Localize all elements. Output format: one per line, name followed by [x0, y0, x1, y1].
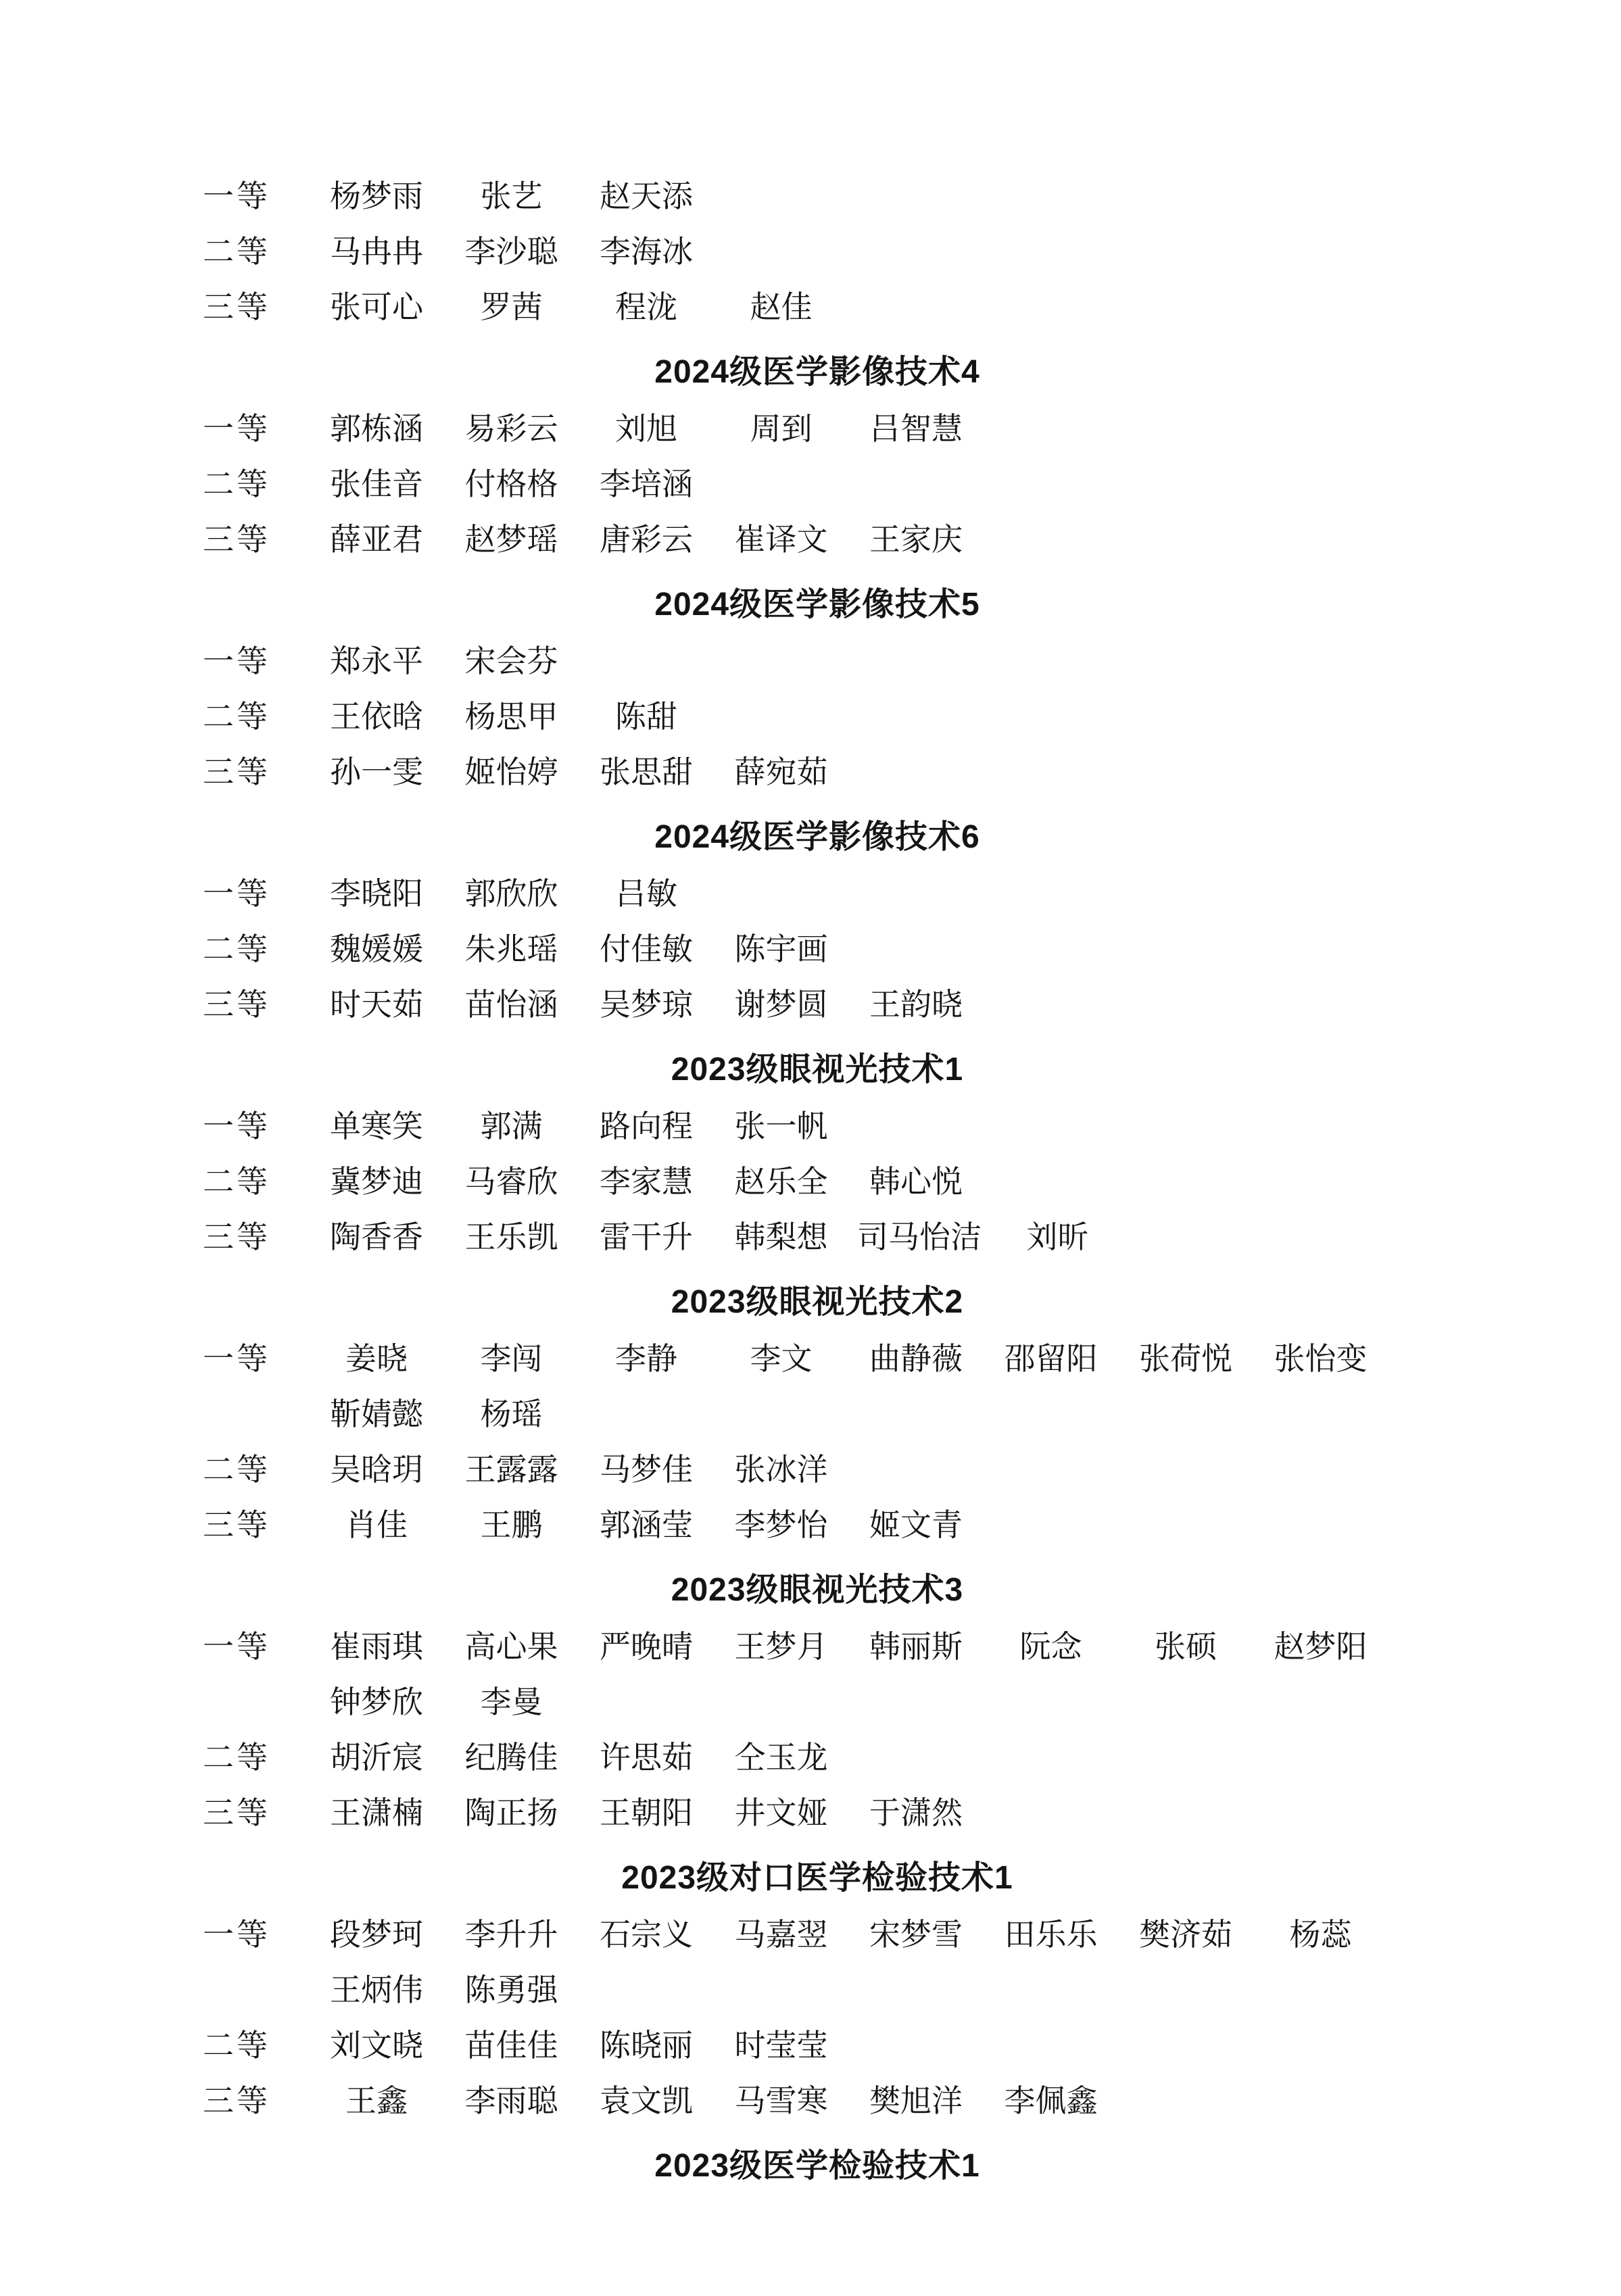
award-section — [203, 818, 1432, 1033]
section-rows — [203, 866, 1432, 1033]
student-name: 李闯 — [480, 1342, 543, 1376]
student-name: 樊旭洋 — [869, 2084, 963, 2118]
student-name: 张怡变 — [1274, 1342, 1368, 1376]
student-name: 曲静薇 — [869, 1342, 963, 1376]
name-list — [318, 1154, 1432, 1210]
name-list — [318, 977, 1432, 1033]
student-name: 吴梦琼 — [600, 987, 693, 1022]
student-name: 苗怡涵 — [464, 987, 558, 1022]
student-name: 吕智慧 — [869, 412, 963, 446]
student-name: 郑永平 — [330, 644, 423, 679]
section-title: 2023级眼视光技术3 — [671, 1572, 964, 1608]
rank-row — [203, 512, 1432, 568]
name-list — [318, 1907, 1432, 2018]
student-name: 李静 — [615, 1342, 677, 1376]
student-name: 肖佳 — [345, 1508, 408, 1542]
rank-row — [203, 1730, 1432, 1786]
rank-row — [203, 1619, 1432, 1730]
student-name: 马睿欣 — [464, 1165, 558, 1199]
name-list — [318, 401, 1432, 457]
rank-label: 二等 — [203, 1740, 270, 1775]
student-name: 马梦佳 — [600, 1452, 693, 1487]
award-section — [203, 169, 1432, 335]
rank-label: 一等 — [203, 1109, 270, 1144]
section-title: 2023级医学检验技术1 — [654, 2148, 980, 2184]
student-name: 王乐凯 — [464, 1220, 558, 1254]
rank-label: 三等 — [203, 1796, 270, 1830]
rank-label: 二等 — [203, 235, 270, 269]
student-name: 王炳伟 — [330, 1973, 423, 2007]
student-name: 姜晓 — [345, 1342, 408, 1376]
section-title: 2024级医学影像技术4 — [654, 354, 980, 390]
rank-label: 二等 — [203, 1452, 270, 1487]
section-rows — [203, 169, 1432, 335]
name-list — [318, 1619, 1432, 1730]
student-name: 姬文青 — [869, 1508, 963, 1542]
student-name: 付佳敏 — [600, 932, 693, 967]
student-name: 张思甜 — [600, 755, 693, 789]
student-name: 李文 — [750, 1342, 813, 1376]
rank-row — [203, 922, 1432, 977]
student-name: 邵留阳 — [1004, 1342, 1098, 1376]
name-list — [318, 634, 1432, 689]
rank-row — [203, 1210, 1432, 1265]
student-name: 仝玉龙 — [734, 1740, 828, 1775]
name-list — [318, 2018, 1432, 2074]
award-section — [203, 1571, 1432, 1841]
rank-row — [203, 401, 1432, 457]
student-name: 韩心悦 — [869, 1165, 963, 1199]
name-list — [318, 512, 1432, 568]
student-name: 李培涵 — [600, 467, 693, 502]
section-rows — [203, 1099, 1432, 1265]
student-name: 郭欣欣 — [464, 877, 558, 911]
rank-row — [203, 1498, 1432, 1553]
student-name: 阮念 — [1019, 1630, 1082, 1664]
student-name: 许思茹 — [600, 1740, 693, 1775]
rank-row — [203, 1099, 1432, 1154]
student-name: 魏媛媛 — [330, 932, 423, 967]
student-name: 王潇楠 — [330, 1796, 423, 1830]
award-section — [203, 2147, 1432, 2186]
student-name: 杨思甲 — [464, 700, 558, 734]
student-name: 李晓阳 — [330, 877, 423, 911]
name-list — [318, 922, 1432, 977]
section-rows — [203, 1619, 1432, 1841]
student-name: 赵梦阳 — [1274, 1630, 1368, 1664]
rank-row — [203, 169, 1432, 224]
name-list — [318, 457, 1432, 512]
name-list — [318, 689, 1432, 745]
student-name: 孙一雯 — [330, 755, 423, 789]
rank-label: 一等 — [203, 1342, 270, 1376]
student-name: 单寒笑 — [330, 1109, 423, 1144]
name-list — [318, 1210, 1432, 1265]
student-name: 刘昕 — [1026, 1220, 1089, 1254]
rank-row — [203, 634, 1432, 689]
student-name: 唐彩云 — [600, 522, 693, 557]
rank-label: 二等 — [203, 2028, 270, 2063]
student-name: 杨蕊 — [1289, 1918, 1352, 1952]
section-title: 2024级医学影像技术6 — [654, 819, 980, 855]
student-name: 郭栋涵 — [330, 412, 423, 446]
rank-label: 一等 — [203, 412, 270, 446]
name-list — [318, 1442, 1432, 1498]
student-name: 杨瑶 — [480, 1397, 543, 1432]
award-section — [203, 1283, 1432, 1553]
award-section — [203, 585, 1432, 800]
student-name: 宋梦雪 — [869, 1918, 963, 1952]
rank-row — [203, 280, 1432, 335]
award-section — [203, 353, 1432, 568]
student-name: 赵乐全 — [734, 1165, 828, 1199]
student-name: 王韵晓 — [869, 987, 963, 1022]
student-name: 李升升 — [464, 1918, 558, 1952]
section-rows — [203, 401, 1432, 568]
student-name: 李雨聪 — [464, 2084, 558, 2118]
section-title: 2023级眼视光技术1 — [671, 1052, 964, 1088]
student-name: 于潇然 — [869, 1796, 963, 1830]
student-name: 张冰洋 — [734, 1452, 828, 1487]
student-name: 雷干升 — [600, 1220, 693, 1254]
student-name: 王梦月 — [734, 1630, 828, 1664]
student-name: 李梦怡 — [734, 1508, 828, 1542]
student-name: 刘旭 — [615, 412, 677, 446]
section-title: 2023级对口医学检验技术1 — [621, 1860, 1013, 1896]
student-name: 胡沂宸 — [330, 1740, 423, 1775]
student-name: 韩丽斯 — [869, 1630, 963, 1664]
student-name: 王朝阳 — [600, 1796, 693, 1830]
rank-label: 一等 — [203, 179, 270, 214]
rank-row — [203, 1786, 1432, 1841]
student-name: 张一帆 — [734, 1109, 828, 1144]
student-name: 薛宛茹 — [734, 755, 828, 789]
rank-row — [203, 457, 1432, 512]
student-name: 段梦珂 — [330, 1918, 423, 1952]
student-name: 冀梦迪 — [330, 1165, 423, 1199]
student-name: 袁文凯 — [600, 2084, 693, 2118]
student-name: 赵天添 — [600, 179, 693, 214]
student-name: 李海冰 — [600, 235, 693, 269]
student-name: 崔雨琪 — [330, 1630, 423, 1664]
student-name: 赵梦瑶 — [464, 522, 558, 557]
rank-label: 三等 — [203, 987, 270, 1022]
student-name: 周到 — [750, 412, 813, 446]
student-name: 石宗义 — [600, 1918, 693, 1952]
rank-label: 三等 — [203, 2084, 270, 2118]
name-list — [318, 1099, 1432, 1154]
rank-row — [203, 2074, 1432, 2129]
student-name: 靳婧懿 — [330, 1397, 423, 1432]
student-name: 陈宇画 — [734, 932, 828, 967]
student-name: 严晚晴 — [600, 1630, 693, 1664]
rank-row — [203, 1154, 1432, 1210]
student-name: 张艺 — [480, 179, 543, 214]
student-name: 吕敏 — [615, 877, 677, 911]
student-name: 张佳音 — [330, 467, 423, 502]
rank-row — [203, 1442, 1432, 1498]
rank-row — [203, 689, 1432, 745]
rank-row — [203, 1332, 1432, 1442]
student-name: 苗佳佳 — [464, 2028, 558, 2063]
name-list — [318, 2074, 1432, 2129]
rank-label: 一等 — [203, 1918, 270, 1952]
section-title: 2024级医学影像技术5 — [654, 587, 980, 622]
rank-row — [203, 1907, 1432, 2018]
student-name: 崔译文 — [734, 522, 828, 557]
student-name: 朱兆瑶 — [464, 932, 558, 967]
rank-row — [203, 745, 1432, 800]
student-name: 王鑫 — [345, 2084, 408, 2118]
student-name: 韩梨想 — [734, 1220, 828, 1254]
student-name: 马嘉翌 — [734, 1918, 828, 1952]
student-name: 陈勇强 — [464, 1973, 558, 2007]
rank-row — [203, 866, 1432, 922]
rank-label: 二等 — [203, 1165, 270, 1199]
name-list — [318, 280, 1432, 335]
student-name: 谢梦圆 — [734, 987, 828, 1022]
student-name: 杨梦雨 — [330, 179, 423, 214]
section-rows — [203, 1332, 1432, 1553]
student-name: 张硕 — [1155, 1630, 1217, 1664]
student-name: 郭满 — [480, 1109, 543, 1144]
rank-label: 三等 — [203, 1220, 270, 1254]
student-name: 张荷悦 — [1139, 1342, 1232, 1376]
name-list — [318, 1730, 1432, 1786]
student-name: 李沙聪 — [464, 235, 558, 269]
student-name: 罗茜 — [480, 290, 543, 324]
student-name: 姬怡婷 — [464, 755, 558, 789]
name-list — [318, 224, 1432, 280]
rank-label: 二等 — [203, 700, 270, 734]
student-name: 王露露 — [464, 1452, 558, 1487]
name-list — [318, 1498, 1432, 1553]
student-name: 司马怡洁 — [857, 1220, 982, 1254]
student-name: 张可心 — [330, 290, 423, 324]
rank-label: 三等 — [203, 1508, 270, 1542]
student-name: 纪腾佳 — [464, 1740, 558, 1775]
student-name: 郭涵莹 — [600, 1508, 693, 1542]
student-name: 陈晓丽 — [600, 2028, 693, 2063]
rank-row — [203, 977, 1432, 1033]
rank-label: 一等 — [203, 644, 270, 679]
student-name: 井文娅 — [734, 1796, 828, 1830]
student-name: 王家庆 — [869, 522, 963, 557]
section-rows — [203, 1907, 1432, 2129]
student-name: 宋会芬 — [464, 644, 558, 679]
name-list — [318, 866, 1432, 922]
student-name: 王依晗 — [330, 700, 423, 734]
student-name: 薛亚君 — [330, 522, 423, 557]
name-list — [318, 745, 1432, 800]
rank-label: 三等 — [203, 755, 270, 789]
student-name: 马雪寒 — [734, 2084, 828, 2118]
student-name: 时天茹 — [330, 987, 423, 1022]
student-name: 李家慧 — [600, 1165, 693, 1199]
section-rows — [203, 634, 1432, 800]
student-name: 马冉冉 — [330, 235, 423, 269]
rank-label: 三等 — [203, 290, 270, 324]
document-body — [203, 169, 1432, 2186]
award-section — [203, 1859, 1432, 2129]
name-list — [318, 169, 1432, 224]
student-name: 王鹏 — [480, 1508, 543, 1542]
name-list — [318, 1786, 1432, 1841]
student-name: 赵佳 — [750, 290, 813, 324]
student-name: 高心果 — [464, 1630, 558, 1664]
student-name: 时莹莹 — [734, 2028, 828, 2063]
student-name: 李曼 — [480, 1685, 543, 1719]
section-title: 2023级眼视光技术2 — [671, 1284, 964, 1320]
student-name: 吴晗玥 — [330, 1452, 423, 1487]
student-name: 程泷 — [615, 290, 677, 324]
student-name: 刘文晓 — [330, 2028, 423, 2063]
student-name: 李佩鑫 — [1004, 2084, 1098, 2118]
student-name: 付格格 — [464, 467, 558, 502]
name-list — [318, 1332, 1432, 1442]
student-name: 路向程 — [600, 1109, 693, 1144]
student-name: 田乐乐 — [1004, 1918, 1098, 1952]
student-name: 陶香香 — [330, 1220, 423, 1254]
rank-label: 三等 — [203, 522, 270, 557]
student-name: 易彩云 — [464, 412, 558, 446]
rank-label: 一等 — [203, 877, 270, 911]
rank-row — [203, 2018, 1432, 2074]
rank-row — [203, 224, 1432, 280]
student-name: 陶正扬 — [464, 1796, 558, 1830]
student-name: 樊济茹 — [1139, 1918, 1232, 1952]
rank-label: 二等 — [203, 932, 270, 967]
student-name: 钟梦欣 — [330, 1685, 423, 1719]
rank-label: 一等 — [203, 1630, 270, 1664]
student-name: 陈甜 — [615, 700, 677, 734]
rank-label: 二等 — [203, 467, 270, 502]
award-section — [203, 1050, 1432, 1265]
